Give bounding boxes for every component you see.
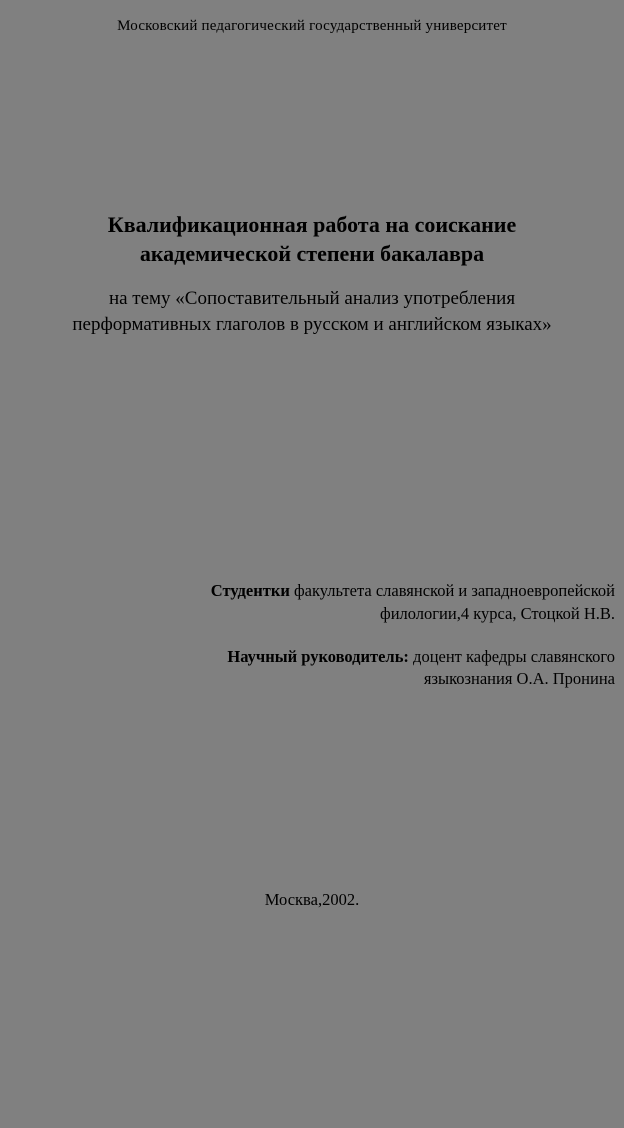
- thesis-title-line-2: академической степени бакалавра: [139, 241, 485, 267]
- city-year: Москва,2002.: [264, 890, 360, 909]
- title-block: [42, 210, 582, 338]
- student-line: [160, 580, 620, 626]
- thesis-title-line-1: Квалификационная работа на соискание: [107, 212, 517, 237]
- thesis-title: [42, 210, 582, 268]
- thesis-topic: на тему «Сопоставительный анализ употребления перформативных глаголов в русском и английском языках»: [72, 288, 552, 335]
- university-name: Московский педагогический государственный университет: [117, 18, 507, 34]
- advisor-line: [160, 646, 620, 692]
- student-details: факультета славянской и западноевропейской филологии,4 курса, Стоцкой Н.В.: [289, 581, 620, 623]
- advisor-label: Научный руководитель:: [227, 646, 409, 666]
- student-label: Студентки: [210, 581, 290, 600]
- author-block: [160, 580, 620, 691]
- advisor-details: доцент кафедры славянского языкознания О.А. Пронина: [408, 646, 620, 689]
